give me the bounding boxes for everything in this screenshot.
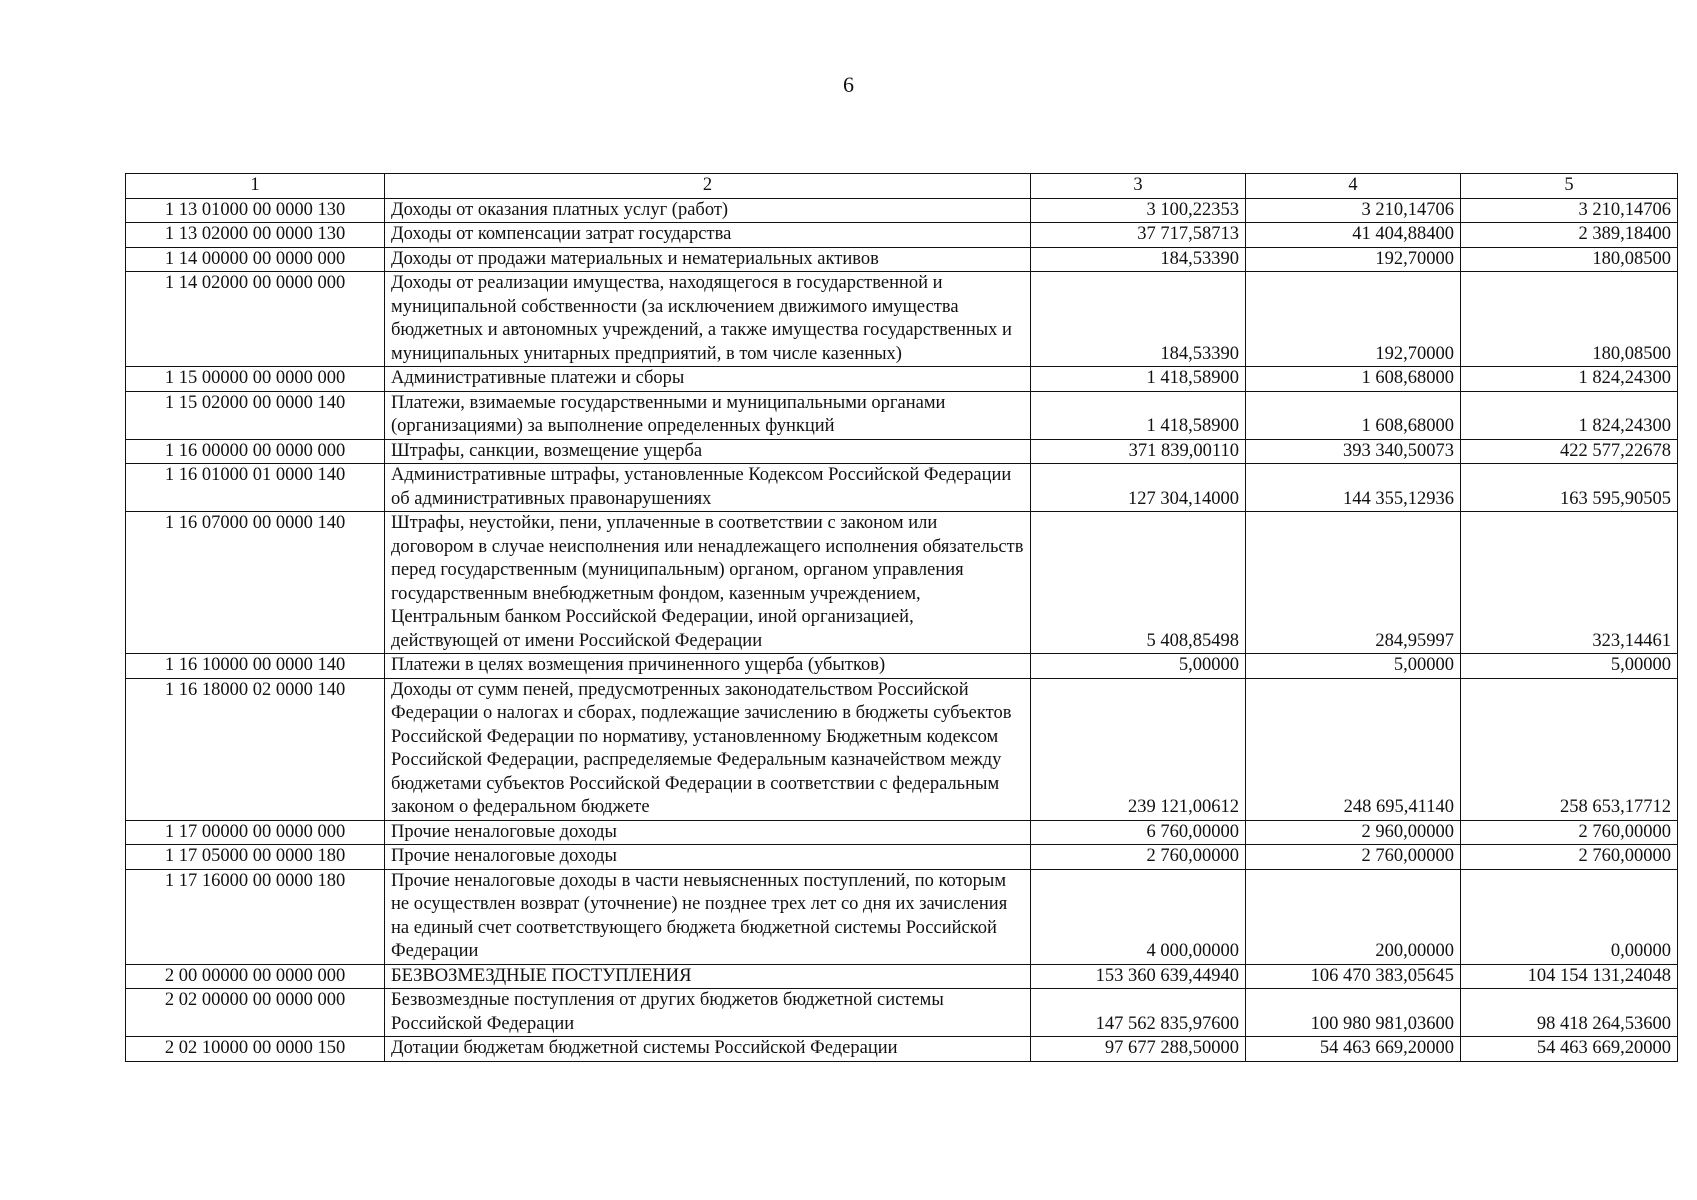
value-col4-cell: 248 695,41140: [1246, 678, 1461, 820]
value-col4-cell: 200,00000: [1246, 869, 1461, 964]
revenue-name-cell: БЕЗВОЗМЕЗДНЫЕ ПОСТУПЛЕНИЯ: [385, 964, 1031, 989]
value-col3-cell: 1 418,58900: [1031, 367, 1246, 392]
budget-code-cell: 1 13 02000 00 0000 130: [126, 223, 385, 248]
value-col3-cell: 1 418,58900: [1031, 391, 1246, 439]
column-header: 2: [385, 174, 1031, 199]
value-col3-cell: 184,53390: [1031, 247, 1246, 272]
table-row: [126, 1037, 1678, 1062]
value-col5-cell: 3 210,14706: [1461, 198, 1678, 223]
value-col3-cell: 3 100,22353: [1031, 198, 1246, 223]
value-col5-cell: 2 389,18400: [1461, 223, 1678, 248]
value-col5-cell: 163 595,90505: [1461, 464, 1678, 512]
table-row: [126, 989, 1678, 1037]
value-col3-cell: 147 562 835,97600: [1031, 989, 1246, 1037]
table-row: [126, 654, 1678, 679]
value-col3-cell: 153 360 639,44940: [1031, 964, 1246, 989]
value-col4-cell: 1 608,68000: [1246, 391, 1461, 439]
table-row: [126, 512, 1678, 654]
value-col4-cell: 100 980 981,03600: [1246, 989, 1461, 1037]
revenue-name-cell: Административные платежи и сборы: [385, 367, 1031, 392]
budget-code-cell: 1 16 18000 02 0000 140: [126, 678, 385, 820]
value-col4-cell: 144 355,12936: [1246, 464, 1461, 512]
value-col5-cell: 422 577,22678: [1461, 439, 1678, 464]
value-col3-cell: 6 760,00000: [1031, 820, 1246, 845]
value-col5-cell: 258 653,17712: [1461, 678, 1678, 820]
value-col5-cell: 323,14461: [1461, 512, 1678, 654]
budget-code-cell: 1 17 00000 00 0000 000: [126, 820, 385, 845]
value-col3-cell: 5,00000: [1031, 654, 1246, 679]
value-col4-cell: 192,70000: [1246, 247, 1461, 272]
value-col4-cell: 393 340,50073: [1246, 439, 1461, 464]
table-row: [126, 964, 1678, 989]
budget-code-cell: 1 17 05000 00 0000 180: [126, 845, 385, 870]
value-col4-cell: 5,00000: [1246, 654, 1461, 679]
column-header: 4: [1246, 174, 1461, 199]
value-col5-cell: 180,08500: [1461, 247, 1678, 272]
page-number: 6: [843, 72, 854, 97]
value-col5-cell: 180,08500: [1461, 272, 1678, 367]
revenue-name-cell: Платежи в целях возмещения причиненного ущерба (убытков): [385, 654, 1031, 679]
revenue-name-cell: Платежи, взимаемые государственными и муниципальными органами (организациями) за выполнение определенных функций: [385, 391, 1031, 439]
table-row: [126, 869, 1678, 964]
value-col5-cell: 2 760,00000: [1461, 845, 1678, 870]
value-col4-cell: 106 470 383,05645: [1246, 964, 1461, 989]
value-col4-cell: 1 608,68000: [1246, 367, 1461, 392]
column-header: 5: [1461, 174, 1678, 199]
budget-revenue-table: [125, 173, 1678, 1062]
revenue-name-cell: Доходы от сумм пеней, предусмотренных законодательством Российской Федерации о налогах и сборах, подлежащие зачислению в бюджеты субъектов Российской Федерации по нормативу, установленному Бюджетным кодексом Российской Федерации, распределяемые Федеральным казначейством между бюджетами субъектов Российской Федерации в соответствии с федеральным законом о федеральном бюджете: [385, 678, 1031, 820]
value-col3-cell: 97 677 288,50000: [1031, 1037, 1246, 1062]
budget-code-cell: 1 16 10000 00 0000 140: [126, 654, 385, 679]
revenue-name-cell: Прочие неналоговые доходы: [385, 845, 1031, 870]
value-col4-cell: 2 760,00000: [1246, 845, 1461, 870]
revenue-name-cell: Прочие неналоговые доходы: [385, 820, 1031, 845]
revenue-name-cell: Дотации бюджетам бюджетной системы Российской Федерации: [385, 1037, 1031, 1062]
table-row: [126, 678, 1678, 820]
table-header-row: [126, 174, 1678, 199]
table-row: [126, 367, 1678, 392]
table-row: [126, 198, 1678, 223]
budget-code-cell: 2 02 10000 00 0000 150: [126, 1037, 385, 1062]
value-col5-cell: 104 154 131,24048: [1461, 964, 1678, 989]
value-col4-cell: 41 404,88400: [1246, 223, 1461, 248]
value-col3-cell: 371 839,00110: [1031, 439, 1246, 464]
revenue-name-cell: Штрафы, санкции, возмещение ущерба: [385, 439, 1031, 464]
budget-code-cell: 1 15 00000 00 0000 000: [126, 367, 385, 392]
revenue-name-cell: Прочие неналоговые доходы в части невыясненных поступлений, по которым не осуществлен возврат (уточнение) не позднее трех лет со дня их зачисления на единый счет соответствующего бюджета бюджетной системы Российской Федерации: [385, 869, 1031, 964]
table-row: [126, 845, 1678, 870]
revenue-name-cell: Штрафы, неустойки, пени, уплаченные в соответствии с законом или договором в случае неисполнения или ненадлежащего исполнения обязательств перед государственным (муниципальным) органом, органом управления государственным внебюджетным фондом, казенным учреждением, Центральным банком Российской Федерации, иной организацией, действующей от имени Российской Федерации: [385, 512, 1031, 654]
table-row: [126, 391, 1678, 439]
revenue-name-cell: Доходы от реализации имущества, находящегося в государственной и муниципальной собственности (за исключением движимого имущества бюджетных и автономных учреждений, а также имущества государственных и муниципальных унитарных предприятий, в том числе казенных): [385, 272, 1031, 367]
value-col5-cell: 98 418 264,53600: [1461, 989, 1678, 1037]
value-col5-cell: 1 824,24300: [1461, 367, 1678, 392]
budget-code-cell: 1 14 00000 00 0000 000: [126, 247, 385, 272]
value-col5-cell: 2 760,00000: [1461, 820, 1678, 845]
table-row: [126, 439, 1678, 464]
value-col4-cell: 3 210,14706: [1246, 198, 1461, 223]
budget-code-cell: 1 15 02000 00 0000 140: [126, 391, 385, 439]
value-col4-cell: 192,70000: [1246, 272, 1461, 367]
value-col3-cell: 5 408,85498: [1031, 512, 1246, 654]
revenue-name-cell: Административные штрафы, установленные Кодексом Российской Федерации об административных правонарушениях: [385, 464, 1031, 512]
value-col5-cell: 0,00000: [1461, 869, 1678, 964]
revenue-name-cell: Доходы от компенсации затрат государства: [385, 223, 1031, 248]
value-col5-cell: 54 463 669,20000: [1461, 1037, 1678, 1062]
column-header: 1: [126, 174, 385, 199]
value-col5-cell: 1 824,24300: [1461, 391, 1678, 439]
table-row: [126, 247, 1678, 272]
table-row: [126, 223, 1678, 248]
budget-code-cell: 2 00 00000 00 0000 000: [126, 964, 385, 989]
revenue-name-cell: Безвозмездные поступления от других бюджетов бюджетной системы Российской Федерации: [385, 989, 1031, 1037]
column-header: 3: [1031, 174, 1246, 199]
value-col4-cell: 2 960,00000: [1246, 820, 1461, 845]
budget-code-cell: 2 02 00000 00 0000 000: [126, 989, 385, 1037]
value-col3-cell: 37 717,58713: [1031, 223, 1246, 248]
value-col3-cell: 239 121,00612: [1031, 678, 1246, 820]
budget-code-cell: 1 14 02000 00 0000 000: [126, 272, 385, 367]
table-row: [126, 820, 1678, 845]
value-col5-cell: 5,00000: [1461, 654, 1678, 679]
budget-code-cell: 1 13 01000 00 0000 130: [126, 198, 385, 223]
revenue-name-cell: Доходы от продажи материальных и нематериальных активов: [385, 247, 1031, 272]
budget-code-cell: 1 16 01000 01 0000 140: [126, 464, 385, 512]
value-col4-cell: 54 463 669,20000: [1246, 1037, 1461, 1062]
budget-code-cell: 1 17 16000 00 0000 180: [126, 869, 385, 964]
value-col3-cell: 4 000,00000: [1031, 869, 1246, 964]
budget-code-cell: 1 16 07000 00 0000 140: [126, 512, 385, 654]
value-col3-cell: 127 304,14000: [1031, 464, 1246, 512]
table-row: [126, 272, 1678, 367]
value-col4-cell: 284,95997: [1246, 512, 1461, 654]
table-row: [126, 464, 1678, 512]
budget-code-cell: 1 16 00000 00 0000 000: [126, 439, 385, 464]
value-col3-cell: 184,53390: [1031, 272, 1246, 367]
revenue-name-cell: Доходы от оказания платных услуг (работ): [385, 198, 1031, 223]
value-col3-cell: 2 760,00000: [1031, 845, 1246, 870]
